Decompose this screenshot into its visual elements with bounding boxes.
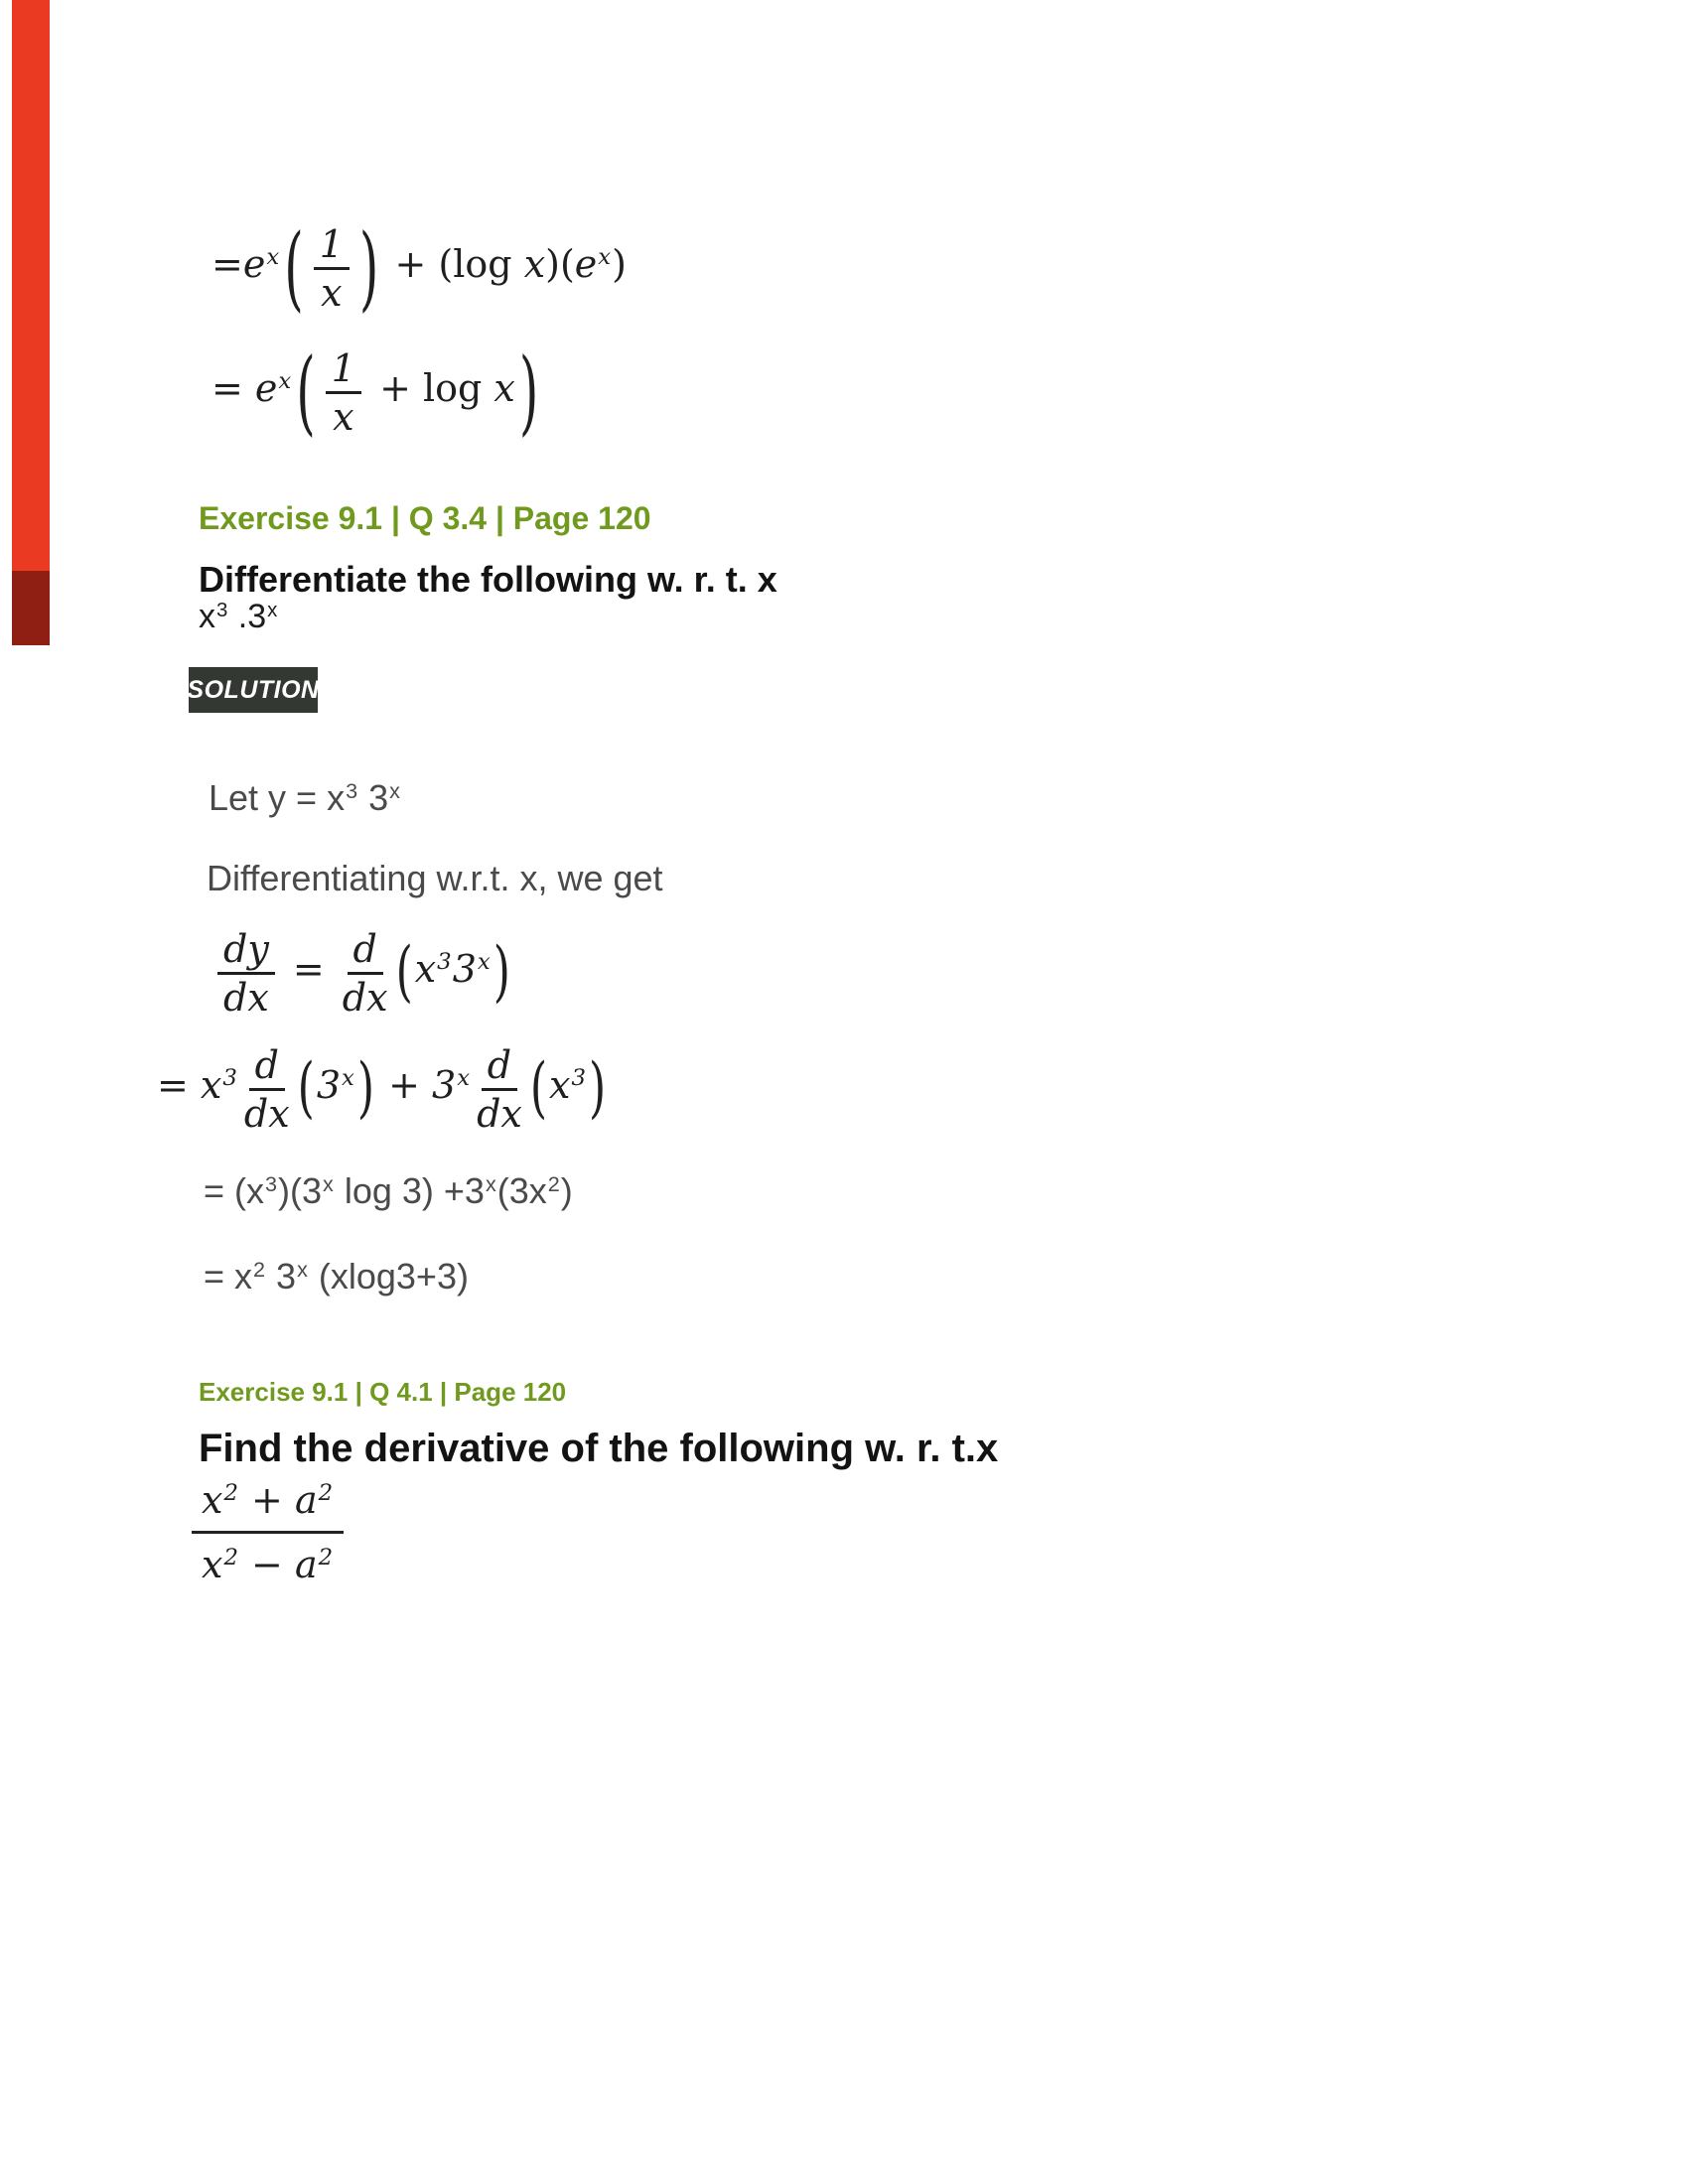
fraction-denominator: dx [477,1092,522,1136]
math-operator-run: ) [612,242,627,286]
math-run: e [574,242,598,286]
equation-product-rule-step [157,1043,608,1136]
fraction-numerator: 1 [326,347,361,394]
math-operator-run: = [211,242,243,286]
inline-fraction [217,927,275,1020]
superscript: x [477,949,491,976]
superscript: 3 [222,1065,237,1092]
superscript: 3 [571,1065,586,1092]
math-operator-run: + [238,1478,295,1522]
equation-exp-product-step [211,213,627,322]
big-parenthesis: ) [358,213,379,322]
math-run: = x [204,1256,253,1297]
big-parenthesis: ) [518,338,539,446]
superscript: x [297,1257,308,1283]
math-run: Let y = x [209,777,346,818]
mid-parenthesis: ) [588,1049,607,1126]
math-run: .3 [228,598,267,635]
superscript: 3 [265,1171,278,1197]
math-operator-run: log [422,366,494,410]
math-run: e [242,242,266,286]
solution-badge [189,667,318,713]
math-operator-run: = [280,947,337,991]
math-operator-run: + [376,1063,433,1107]
math-run: a [294,1478,318,1522]
math-run: x [523,242,546,286]
fraction-numerator: d [482,1044,517,1091]
math-run: (xlog3+3) [308,1256,469,1297]
scroll-indicator-bar [12,0,50,645]
mid-parenthesis: ) [492,933,510,1010]
mid-parenthesis: ( [297,1049,315,1126]
math-run: x [200,1063,222,1107]
math-operator-run: + ( [382,242,454,286]
fraction-numerator [192,1478,344,1531]
superscript: 2 [223,1545,238,1571]
inline-fraction [477,1043,522,1136]
question-text-q3-4: Differentiate the following w. r. t. x [199,559,777,600]
math-run: x [202,1543,223,1586]
superscript: 2 [547,1171,560,1197]
solution-badge-label: SOLUTION [187,675,320,704]
exercise-heading-q4-1: Exercise 9.1 | Q 4.1 | Page 120 [199,1377,567,1407]
math-operator-run: + [366,366,423,410]
math-run: x [549,1063,571,1107]
superscript: x [485,1171,496,1197]
superscript: 2 [223,1480,238,1507]
math-run: x [414,947,437,991]
exercise-heading-q3-4: Exercise 9.1 | Q 3.4 | Page 120 [199,500,651,536]
superscript: x [389,778,400,804]
fraction-denominator: dx [342,976,388,1020]
superscript: 2 [318,1480,334,1507]
superscript: x [457,1065,471,1092]
fraction-denominator: dx [243,1092,290,1136]
math-run: = (x [204,1170,265,1211]
equation-exp-simplified [211,338,542,446]
question-expression-q3-4 [199,600,278,633]
big-parenthesis: ( [296,338,316,446]
math-operator-run: = [157,1063,201,1107]
math-run: a [294,1543,318,1586]
inline-fraction [342,927,388,1020]
math-run: 3 [432,1063,457,1107]
math-run: 3 [316,1063,341,1107]
superscript: x [342,1065,354,1092]
equation-dydx-step [211,927,512,1020]
math-run: 3 [452,947,477,991]
math-run: e [254,366,278,410]
mid-parenthesis: ( [529,1049,548,1126]
question-text-q4-1: Find the derivative of the following w. r. t.x [199,1427,999,1470]
math-operator-run: log [453,242,524,286]
fraction-numerator: d [249,1044,285,1091]
math-operator-run: )( [545,242,575,286]
fraction-denominator: x [321,271,343,315]
question-fraction-q4-1 [192,1478,344,1586]
superscript: 3 [216,599,228,621]
equation-result-step [204,1170,573,1211]
fraction-denominator [192,1531,344,1586]
math-operator-run: = [211,366,255,410]
inline-fraction [314,222,350,315]
math-run: x [199,598,215,635]
big-parenthesis: ( [284,213,304,322]
math-run: log 3) +3 [334,1170,485,1211]
superscript: 2 [318,1545,334,1571]
math-run: 3 [266,1256,297,1297]
superscript: x [266,244,280,271]
math-run: ) [560,1170,573,1211]
superscript: 3 [346,778,358,804]
fraction-numerator: d [348,928,383,975]
equation-final-result [204,1256,469,1297]
math-run: x [202,1478,223,1522]
math-run: 3 [358,777,389,818]
superscript: x [278,368,292,395]
superscript: 3 [437,949,452,976]
mid-parenthesis: ( [395,933,413,1010]
superscript: x [267,599,278,621]
inline-fraction [326,346,361,439]
math-run: x [493,366,515,410]
solution-differentiating-line: Differentiating w.r.t. x, we get [207,858,663,898]
math-run: (3x [496,1170,547,1211]
fraction-numerator: 1 [314,223,350,270]
mid-parenthesis: ) [356,1049,375,1126]
math-operator-run: − [238,1543,295,1586]
fraction-denominator: x [333,395,354,439]
inline-fraction [243,1043,290,1136]
solution-let-line [209,777,401,818]
math-run: )(3 [278,1170,323,1211]
fraction-numerator: dy [217,928,275,975]
scroll-indicator-tip [12,571,50,645]
superscript: x [598,244,612,271]
superscript: 2 [253,1257,266,1283]
fraction-denominator: dx [223,976,269,1020]
superscript: x [323,1171,334,1197]
